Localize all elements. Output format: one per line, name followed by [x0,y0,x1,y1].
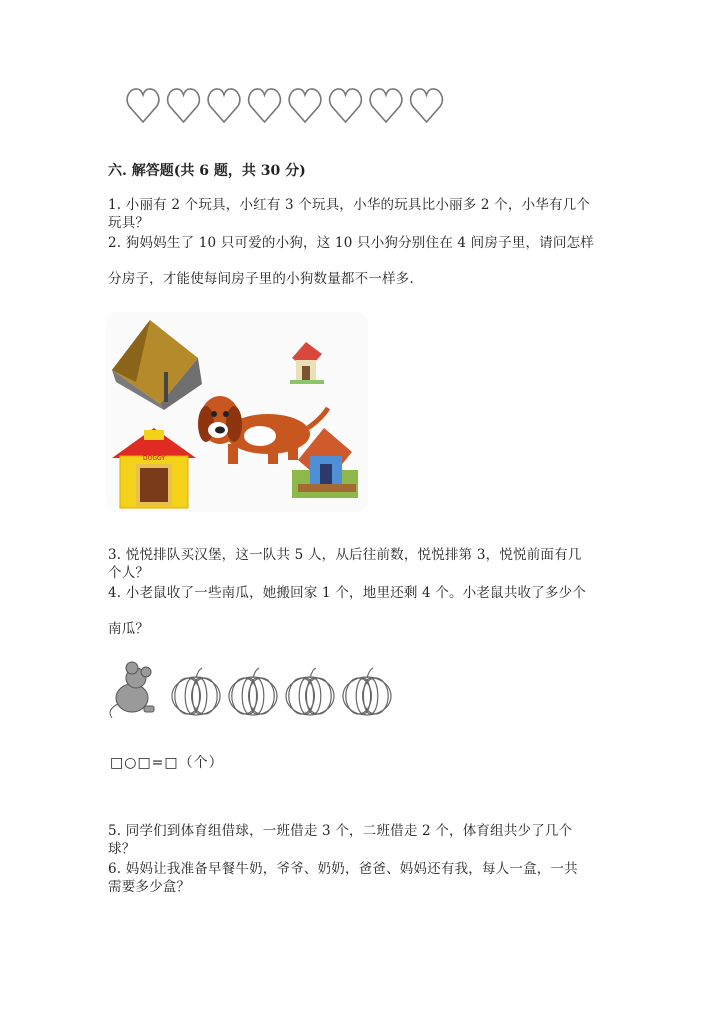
q6-line2: 需要多少盒？ [108,879,191,895]
section-title: 六. 解答题(共 6 题，共 30 分) [108,163,306,179]
heart-icon [249,89,281,122]
q1-line2: 玩具？ [108,215,150,231]
q4-line2: 南瓜？ [108,621,150,637]
heart-icon [370,89,402,122]
mouse-icon [110,662,154,718]
q5-line1: 5. 同学们到体育组借球，一班借走 3 个，二班借走 2 个，体育组共少了几个 [108,823,573,839]
q5-line2: 球？ [108,841,136,857]
heart-icon [411,89,443,122]
heart-icon [168,89,200,122]
pumpkin-icon [286,668,334,715]
house-sign: DOGGY [142,455,166,462]
q3-line1: 3. 悦悦排队买汉堡，这一队共 5 人，从后往前数，悦悦排第 3，悦悦前面有几 [108,547,582,563]
hearts-row [122,84,452,128]
heart-icon [289,89,321,122]
heart-icon [127,89,159,122]
mouse-pumpkins-illustration [104,658,394,720]
q1-line1: 1. 小丽有 2 个玩具，小红有 3 个玩具，小华的玩具比小丽多 2 个，小华有几个 [108,197,591,213]
q6-line1: 6. 妈妈让我准备早餐牛奶，爷爷、奶奶，爸爸、妈妈还有我，每人一盒，一共 [108,861,578,877]
q3-line2: 个人？ [108,565,150,581]
q4-line1: 4. 小老鼠收了一些南瓜，她搬回家 1 个，地里还剩 4 个。小老鼠共收了多少个 [108,585,587,601]
pumpkin-icon [343,668,391,715]
heart-icon [330,89,362,122]
q2-line1: 2. 狗妈妈生了 10 只可爱的小狗，这 10 只小狗分别住在 4 间房子里，请问怎样 [108,235,594,251]
dog-houses-illustration [106,312,368,512]
pumpkin-icon [172,668,220,715]
heart-icon [208,89,240,122]
q2-line2: 分房子，才能使每间房子里的小狗数量都不一样多. [108,271,414,287]
pumpkin-icon [229,668,277,715]
q4-formula: □○□=□（个） [110,755,224,771]
